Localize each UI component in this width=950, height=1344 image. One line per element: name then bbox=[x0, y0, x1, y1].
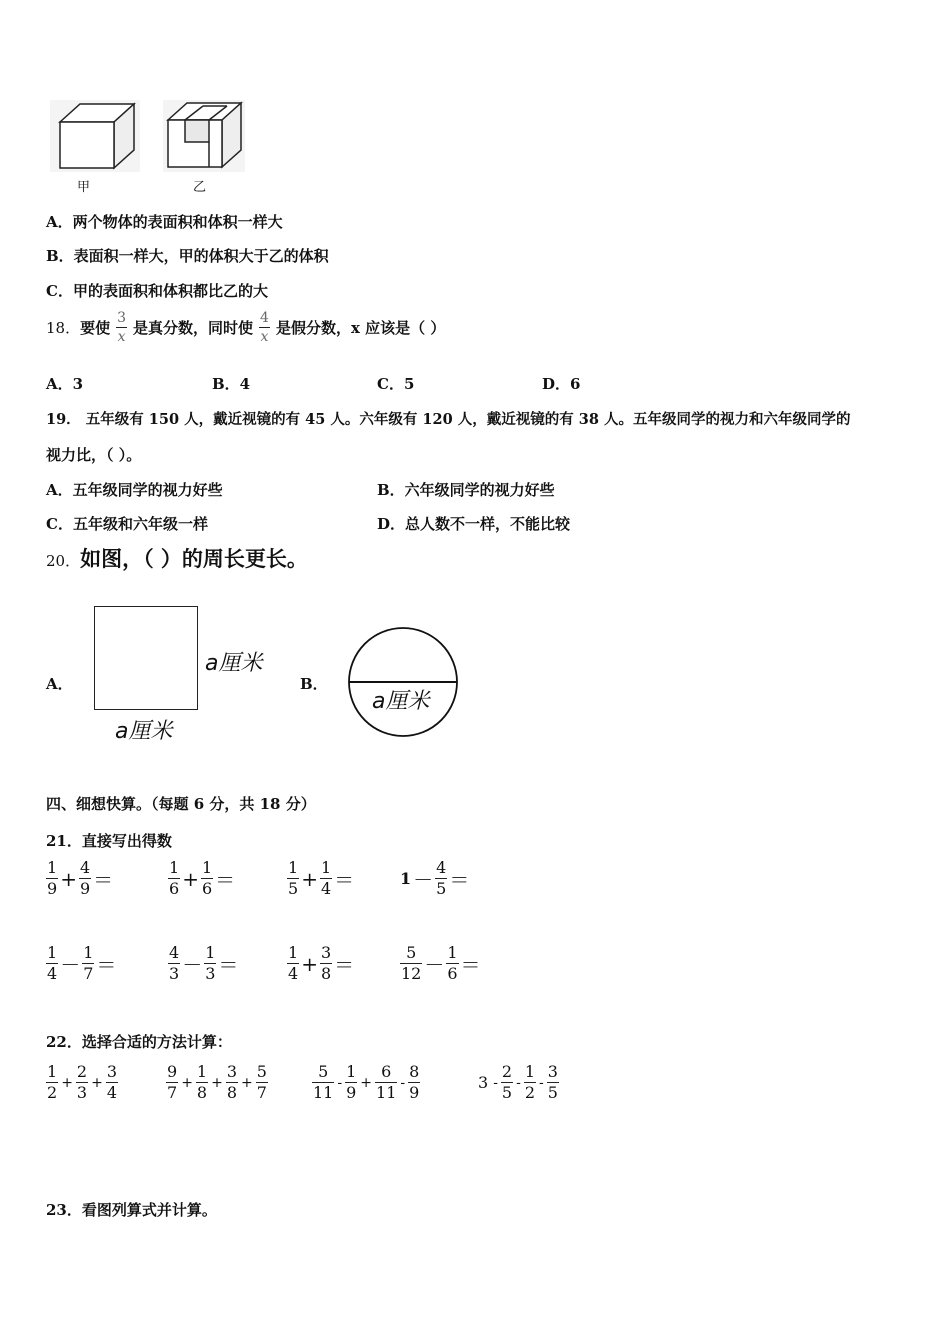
q18-text-1: 要使 bbox=[80, 319, 111, 337]
fraction: $\frac{1}{6}$ bbox=[169, 858, 180, 898]
fraction: $\frac{5}{7}$ bbox=[256, 1062, 267, 1102]
square-bottom-label: a厘米 bbox=[115, 719, 173, 744]
q18-fraction-4-x: $\frac{4}{x}$ bbox=[260, 310, 269, 345]
operator: + bbox=[61, 1074, 73, 1091]
square-side-label: a厘米 bbox=[205, 651, 263, 676]
q17-option-c[interactable]: C．甲的表面积和体积都比乙的大 bbox=[46, 282, 268, 300]
fraction: $\frac{9}{7}$ bbox=[167, 1062, 178, 1102]
operator: - bbox=[539, 1074, 544, 1091]
q18-option-d[interactable]: D．6 bbox=[542, 375, 581, 393]
equals-sign: ＝ bbox=[334, 868, 355, 892]
fraction: $\frac{1}{2}$ bbox=[524, 1062, 536, 1102]
equals-sign: ＝ bbox=[93, 868, 114, 892]
operator: - bbox=[337, 1074, 343, 1091]
operator: + bbox=[182, 866, 199, 891]
fraction: $\frac{3}{5}$ bbox=[547, 1062, 558, 1102]
fraction: $\frac{3}{4}$ bbox=[106, 1062, 118, 1102]
fraction: $\frac{1}{4}$ bbox=[47, 943, 58, 983]
q18-number: 18． bbox=[46, 319, 81, 337]
q21-expression bbox=[400, 858, 471, 899]
fraction: $\frac{1}{2}$ bbox=[47, 1062, 58, 1102]
operator: － bbox=[424, 953, 445, 977]
fraction: $\frac{1}{3}$ bbox=[205, 943, 216, 983]
operator: + bbox=[91, 1074, 103, 1091]
operator: － bbox=[413, 868, 434, 892]
fraction: $\frac{4}{5}$ bbox=[436, 858, 447, 898]
q22-expression bbox=[312, 1062, 420, 1103]
q19-option-d[interactable]: D．总人数不一样，不能比较 bbox=[377, 515, 571, 533]
equals-sign: ＝ bbox=[449, 868, 470, 892]
fraction: $\frac{1}{9}$ bbox=[346, 1062, 357, 1102]
q18-option-c[interactable]: C．5 bbox=[377, 375, 415, 393]
cube-figure-jia bbox=[50, 100, 140, 172]
q21-expression bbox=[168, 858, 237, 899]
operator: - bbox=[516, 1074, 521, 1091]
q17-option-b[interactable]: B．表面积一样大，甲的体积大于乙的体积 bbox=[46, 247, 329, 265]
q17-option-a[interactable]: A．两个物体的表面积和体积一样大 bbox=[46, 213, 283, 231]
equals-sign: ＝ bbox=[334, 953, 355, 977]
operator: － bbox=[182, 953, 203, 977]
q18-text-2: 是真分数，同时使 bbox=[133, 319, 254, 337]
section4-title: 四、细想快算。（每题 6 分，共 18 分） bbox=[46, 795, 316, 813]
q20-text: 如图，（ ）的周长更长。 bbox=[80, 546, 308, 571]
q22-title: 22．选择合适的方法计算： bbox=[46, 1033, 232, 1051]
q23-title: 23．看图列算式并计算。 bbox=[46, 1201, 217, 1219]
fraction: $\frac{3}{8}$ bbox=[226, 1062, 238, 1102]
fraction: $\frac{1}{6}$ bbox=[201, 858, 213, 898]
q21-title: 21．直接写出得数 bbox=[46, 832, 172, 850]
q19-option-c[interactable]: C．五年级和六年级一样 bbox=[46, 515, 208, 533]
q19-stem-line1: 19． 五年级有 150 人，戴近视镜的有 45 人。六年级有 120 人，戴近视镜的有 38 人。五年级同学的视力和六年级同学的 bbox=[46, 411, 851, 428]
q19-stem-line2: 视力比，（ ）。 bbox=[46, 446, 142, 464]
q22-expression bbox=[46, 1062, 118, 1103]
equals-sign: ＝ bbox=[96, 953, 117, 977]
fraction: $\frac{5}{11}$ bbox=[313, 1062, 334, 1102]
q21-expression bbox=[400, 943, 483, 984]
figure-label-jia: 甲 bbox=[77, 180, 91, 195]
q21-expression bbox=[46, 858, 115, 899]
q21-expression bbox=[287, 943, 356, 984]
q18-option-a[interactable]: A．3 bbox=[46, 375, 84, 393]
operator: － bbox=[60, 953, 81, 977]
q19-option-a[interactable]: A．五年级同学的视力好些 bbox=[46, 481, 223, 499]
q22-expression bbox=[478, 1062, 559, 1103]
q18-text-3: 是假分数，x 应该是（ ） bbox=[275, 319, 446, 337]
equals-sign: ＝ bbox=[215, 868, 236, 892]
q22-expression bbox=[166, 1062, 268, 1103]
notched-cube-figure-yi bbox=[163, 100, 245, 172]
circle-figure bbox=[347, 627, 459, 737]
fraction: $\frac{2}{5}$ bbox=[501, 1062, 513, 1102]
operator: - bbox=[493, 1074, 498, 1091]
operator: + bbox=[360, 1074, 373, 1091]
fraction: $\frac{1}{7}$ bbox=[83, 943, 94, 983]
operator: + bbox=[301, 866, 318, 891]
fraction: $\frac{1}{9}$ bbox=[47, 858, 58, 898]
fraction: $\frac{6}{11}$ bbox=[376, 1062, 397, 1102]
fraction: $\frac{5}{12}$ bbox=[401, 943, 422, 983]
fraction: $\frac{1}{6}$ bbox=[447, 943, 458, 983]
q20-number: 20． bbox=[46, 552, 81, 570]
q21-expression bbox=[287, 858, 356, 899]
operator: + bbox=[241, 1074, 253, 1091]
operator: + bbox=[301, 951, 318, 976]
q21-expression bbox=[46, 943, 118, 984]
operator: + bbox=[181, 1074, 193, 1091]
fraction: $\frac{1}{5}$ bbox=[288, 858, 299, 898]
square-figure bbox=[94, 606, 198, 710]
operator: + bbox=[211, 1074, 223, 1091]
fraction: $\frac{3}{8}$ bbox=[320, 943, 332, 983]
fraction: $\frac{8}{9}$ bbox=[409, 1062, 420, 1102]
q20-option-b[interactable]: B． bbox=[300, 675, 328, 693]
q20-option-a[interactable]: A． bbox=[46, 675, 73, 693]
fraction: $\frac{4}{9}$ bbox=[79, 858, 91, 898]
fraction: $\frac{4}{3}$ bbox=[169, 943, 180, 983]
q18-stem bbox=[46, 309, 445, 346]
operator: + bbox=[60, 866, 77, 891]
fraction: $\frac{1}{4}$ bbox=[320, 858, 332, 898]
q20-stem bbox=[46, 543, 308, 573]
fraction: $\frac{1}{8}$ bbox=[196, 1062, 208, 1102]
whole-number: 1 bbox=[400, 869, 412, 888]
fraction: $\frac{2}{3}$ bbox=[76, 1062, 88, 1102]
q18-option-b[interactable]: B．4 bbox=[212, 375, 251, 393]
equals-sign: ＝ bbox=[460, 953, 481, 977]
q21-expression bbox=[168, 943, 240, 984]
equals-sign: ＝ bbox=[218, 953, 239, 977]
whole-number: 3 bbox=[478, 1073, 489, 1092]
operator: - bbox=[400, 1074, 406, 1091]
q18-fraction-3-x: $\frac{3}{x}$ bbox=[117, 310, 127, 345]
fraction: $\frac{1}{4}$ bbox=[288, 943, 299, 983]
figure-label-yi: 乙 bbox=[193, 180, 207, 195]
q19-option-b[interactable]: B．六年级同学的视力好些 bbox=[377, 481, 555, 499]
circle-diameter-label: a厘米 bbox=[372, 689, 430, 714]
